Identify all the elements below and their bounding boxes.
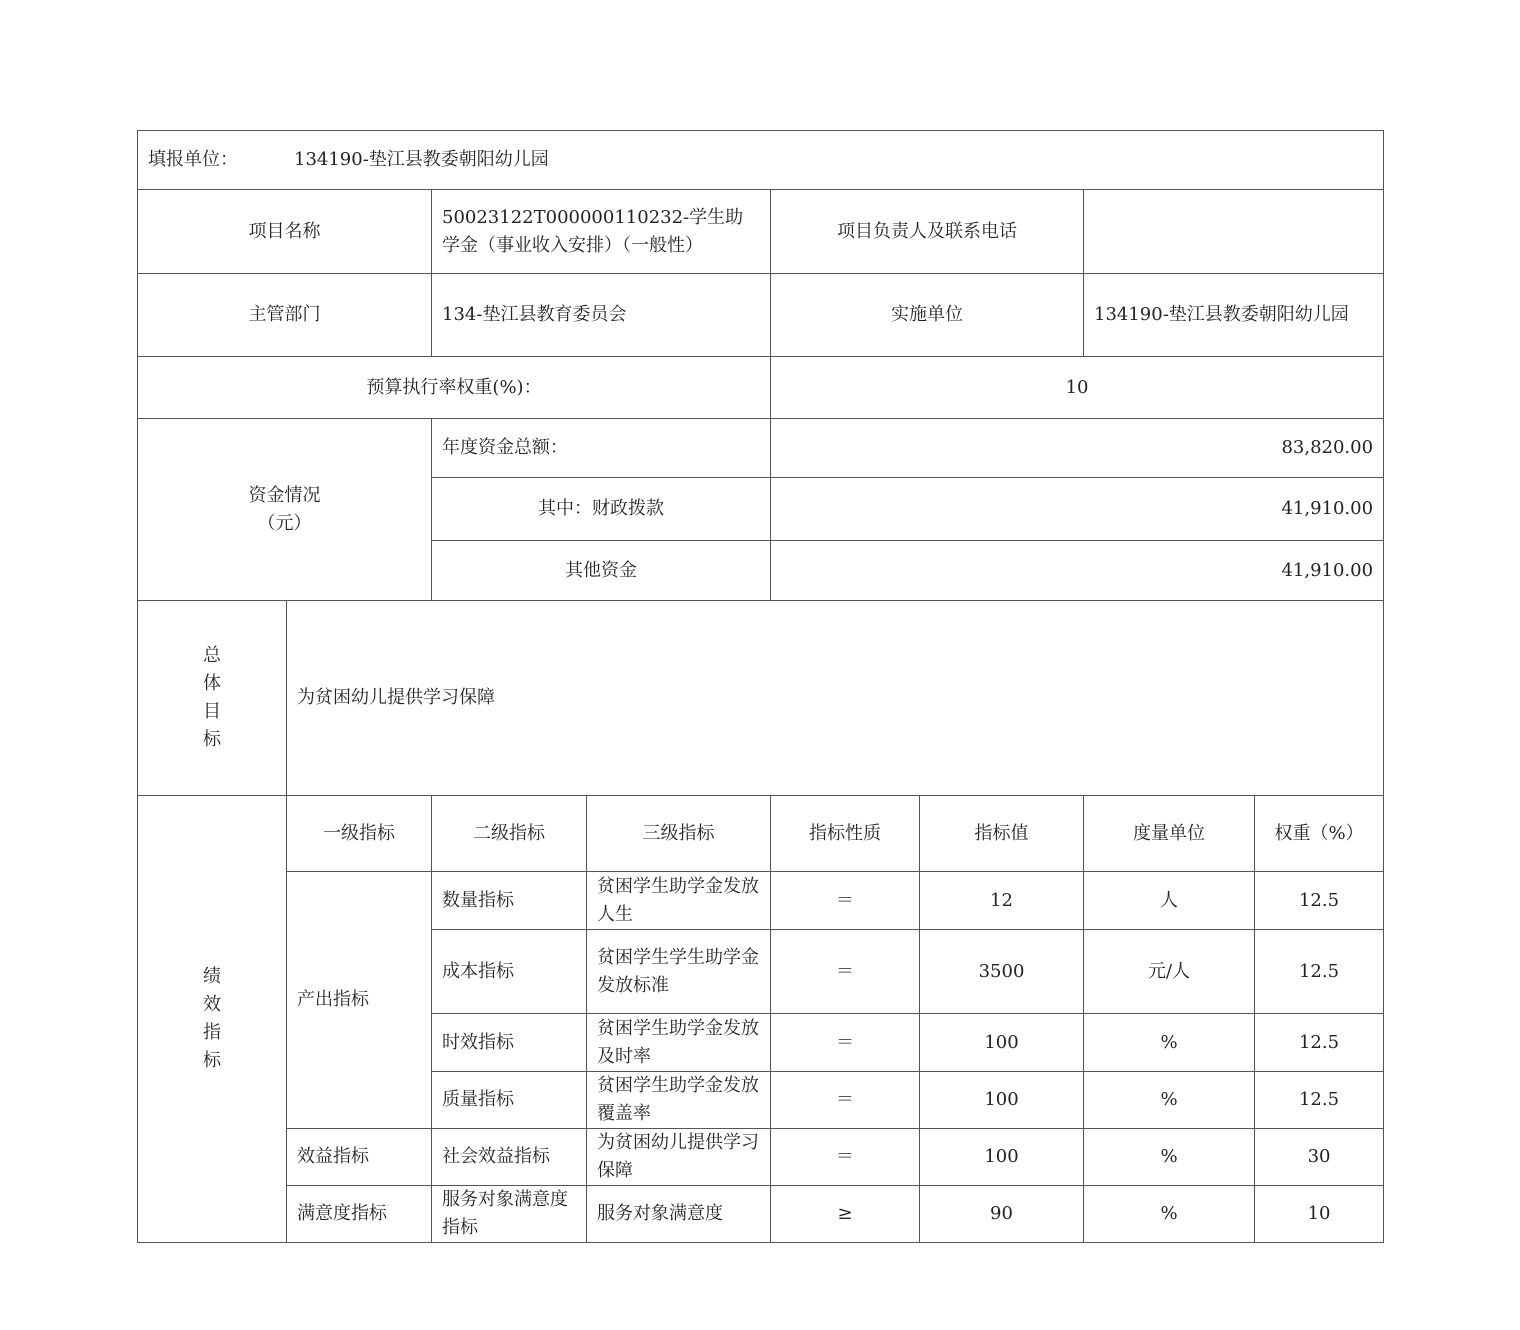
level3-cell: 贫困学生学生助学金发放标准 — [587, 930, 771, 1014]
weight-cell: 30 — [1255, 1129, 1384, 1186]
nature-cell: ＝ — [771, 1014, 920, 1072]
funds-fiscal-value: 41,910.00 — [771, 478, 1384, 541]
level2-cell: 成本指标 — [432, 930, 587, 1014]
value-cell: 90 — [920, 1186, 1084, 1243]
level2-cell: 服务对象满意度指标 — [432, 1186, 587, 1243]
table-row — [138, 872, 1384, 930]
funds-other-label: 其他资金 — [432, 541, 771, 601]
overall-goal-text: 为贫困幼儿提供学习保障 — [287, 601, 1384, 796]
goal-label-char: 总 — [203, 645, 221, 666]
level3-cell: 为贫困幼儿提供学习保障 — [587, 1129, 771, 1186]
value-cell: 100 — [920, 1014, 1084, 1072]
unit-cell: % — [1084, 1186, 1255, 1243]
unit-cell: % — [1084, 1072, 1255, 1129]
benefit-group-label: 效益指标 — [287, 1129, 432, 1186]
header-level1: 一级指标 — [287, 796, 432, 872]
perf-label-char: 效 — [203, 994, 221, 1015]
header-value: 指标值 — [920, 796, 1084, 872]
dept-value: 134-垫江县教育委员会 — [432, 274, 771, 357]
impl-unit-label: 实施单位 — [771, 274, 1084, 357]
funds-fiscal-label: 其中：财政拨款 — [432, 478, 771, 541]
nature-cell: ＝ — [771, 872, 920, 930]
nature-cell: ＝ — [771, 930, 920, 1014]
funds-total-label: 年度资金总额： — [432, 419, 771, 478]
goal-label-char: 标 — [203, 729, 221, 750]
funds-label-line2: （元） — [257, 512, 312, 534]
level2-cell: 数量指标 — [432, 872, 587, 930]
header-weight: 权重（%） — [1255, 796, 1384, 872]
value-cell: 100 — [920, 1072, 1084, 1129]
weight-cell: 12.5 — [1255, 1014, 1384, 1072]
perf-label-char: 指 — [203, 1022, 221, 1043]
funds-label-line1: 资金情况 — [248, 484, 321, 506]
perf-label-char: 绩 — [203, 966, 221, 987]
project-name-label: 项目名称 — [138, 190, 432, 274]
level2-cell: 社会效益指标 — [432, 1129, 587, 1186]
table-row — [138, 1186, 1384, 1243]
weight-cell: 12.5 — [1255, 930, 1384, 1014]
project-name-value: 50023122T000000110232-学生助学金（事业收入安排）（一般性） — [432, 190, 771, 274]
value-cell: 3500 — [920, 930, 1084, 1014]
level3-cell: 贫困学生助学金发放覆盖率 — [587, 1072, 771, 1129]
perf-label-char: 标 — [203, 1050, 221, 1071]
weight-cell: 10 — [1255, 1186, 1384, 1243]
dept-label: 主管部门 — [138, 274, 432, 357]
header-level2: 二级指标 — [432, 796, 587, 872]
satisfaction-group-label: 满意度指标 — [287, 1186, 432, 1243]
budget-weight-value: 10 — [771, 357, 1384, 419]
output-group-label: 产出指标 — [287, 872, 432, 1129]
filler-value: 134190-垫江县教委朝阳幼儿园 — [294, 149, 549, 170]
overall-goal-label — [138, 601, 287, 796]
impl-unit-value: 134190-垫江县教委朝阳幼儿园 — [1084, 274, 1384, 357]
goal-label-char: 目 — [203, 701, 221, 722]
performance-label — [138, 796, 287, 1243]
goal-label-char: 体 — [203, 673, 221, 694]
funds-other-value: 41,910.00 — [771, 541, 1384, 601]
budget-weight-label: 预算执行率权重(%)： — [138, 357, 771, 419]
weight-cell: 12.5 — [1255, 1072, 1384, 1129]
nature-cell: ＝ — [771, 1129, 920, 1186]
level2-cell: 质量指标 — [432, 1072, 587, 1129]
level3-cell: 服务对象满意度 — [587, 1186, 771, 1243]
level2-cell: 时效指标 — [432, 1014, 587, 1072]
level3-cell: 贫困学生助学金发放人生 — [587, 872, 771, 930]
filler-row — [138, 131, 1384, 190]
unit-cell: % — [1084, 1014, 1255, 1072]
unit-cell: 人 — [1084, 872, 1255, 930]
project-contact-label: 项目负责人及联系电话 — [771, 190, 1084, 274]
value-cell: 100 — [920, 1129, 1084, 1186]
nature-cell: ＝ — [771, 1072, 920, 1129]
value-cell: 12 — [920, 872, 1084, 930]
funds-label — [138, 419, 432, 601]
project-contact-value — [1084, 190, 1384, 274]
level3-cell: 贫困学生助学金发放及时率 — [587, 1014, 771, 1072]
unit-cell: % — [1084, 1129, 1255, 1186]
nature-cell: ≥ — [771, 1186, 920, 1243]
weight-cell: 12.5 — [1255, 872, 1384, 930]
header-level3: 三级指标 — [587, 796, 771, 872]
header-nature: 指标性质 — [771, 796, 920, 872]
unit-cell: 元/人 — [1084, 930, 1255, 1014]
table-row — [138, 1129, 1384, 1186]
funds-total-value: 83,820.00 — [771, 419, 1384, 478]
filler-label: 填报单位： — [148, 149, 238, 170]
performance-target-table — [137, 130, 1384, 1243]
header-unit: 度量单位 — [1084, 796, 1255, 872]
